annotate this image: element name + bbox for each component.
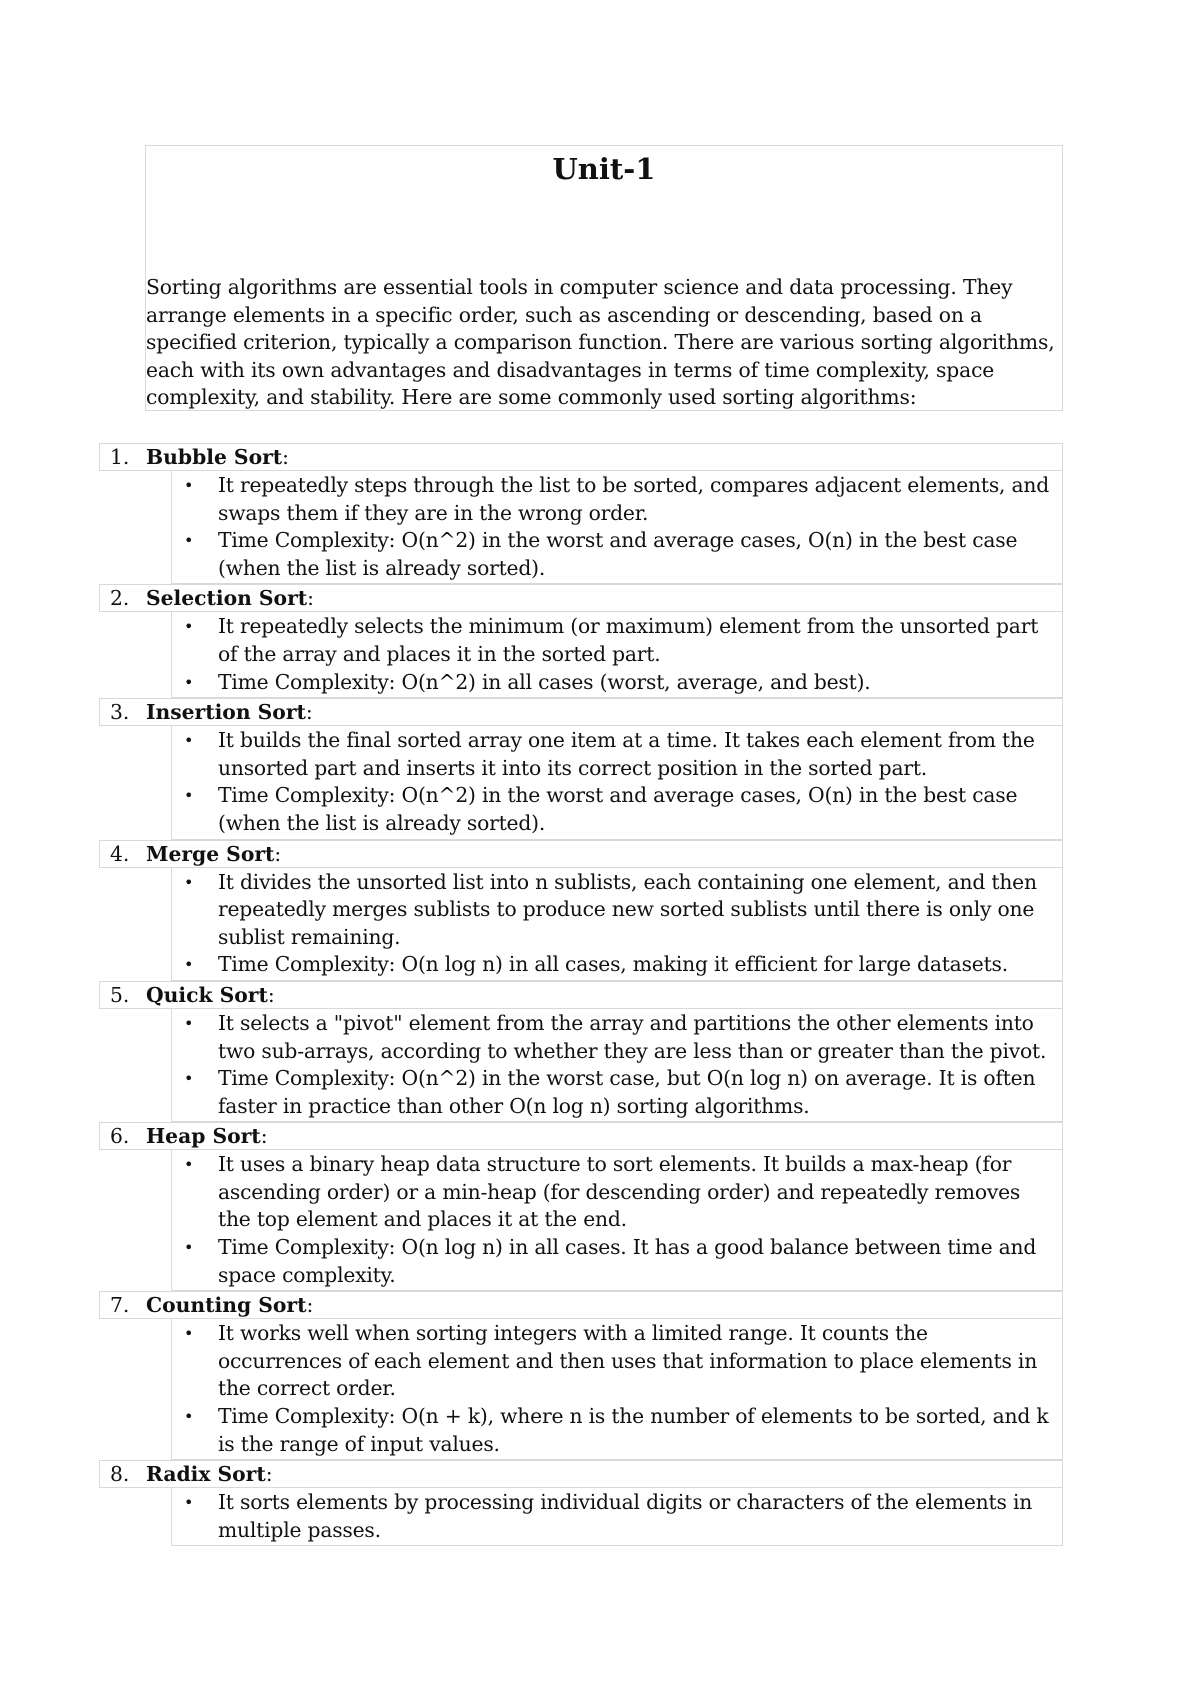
bullet-point bbox=[172, 1403, 1062, 1458]
bullet-text: Time Complexity: O(n log n) in all cases, making it efficient for large datasets. bbox=[218, 952, 1008, 977]
bullet-list bbox=[172, 613, 1062, 696]
sort-number: 6. bbox=[110, 1124, 130, 1149]
page-title: Unit-1 bbox=[552, 152, 656, 186]
sort-number: 1. bbox=[110, 445, 130, 469]
sort-section bbox=[99, 840, 1063, 981]
bullet-list bbox=[172, 1320, 1062, 1458]
bullet-text: It sorts elements by processing individual digits or characters of the elements in multiple passes. bbox=[218, 1490, 1033, 1542]
bullet-point bbox=[172, 669, 1062, 697]
bullet-dot-icon: • bbox=[184, 1069, 194, 1089]
sorting-algorithm-list bbox=[99, 443, 1063, 1546]
bullet-text: It selects a "pivot" element from the array and partitions the other elements into two sub-arrays, according to whether they are less than or greater than the pivot. bbox=[218, 1010, 1047, 1063]
header-box bbox=[145, 145, 1063, 411]
bullet-point bbox=[172, 1234, 1062, 1289]
bullet-point bbox=[172, 1010, 1062, 1065]
sort-name-line bbox=[146, 1461, 273, 1487]
bullet-point bbox=[172, 1065, 1062, 1120]
sort-number: 5. bbox=[110, 982, 130, 1007]
sort-details bbox=[171, 868, 1063, 981]
bullet-text: Time Complexity: O(n^2) in all cases (worst, average, and best). bbox=[218, 669, 871, 694]
sort-name: Selection Sort bbox=[146, 586, 308, 611]
bullet-list bbox=[172, 1010, 1062, 1120]
bullet-dot-icon: • bbox=[184, 672, 194, 692]
bullet-point bbox=[172, 1320, 1062, 1403]
bullet-list bbox=[172, 1489, 1062, 1544]
bullet-point bbox=[172, 613, 1062, 668]
bullet-dot-icon: • bbox=[184, 1493, 194, 1513]
sort-name-colon: : bbox=[265, 1462, 273, 1487]
sort-details bbox=[171, 1150, 1063, 1291]
bullet-dot-icon: • bbox=[184, 476, 194, 495]
bullet-point bbox=[172, 472, 1062, 527]
sort-name-colon: : bbox=[274, 841, 282, 866]
sort-name-line bbox=[146, 699, 313, 725]
bullet-text: Time Complexity: O(n^2) in the worst and average cases, O(n) in the best case (when the list is already sorted). bbox=[218, 783, 1018, 835]
bullet-text: It divides the unsorted list into n sublists, each containing one element, and then repeatedly merges sublists to produce new sorted sublists until there is only one sublist remaining. bbox=[218, 869, 1037, 949]
sort-name: Insertion Sort bbox=[146, 700, 306, 725]
sort-details bbox=[171, 612, 1063, 698]
intro-paragraph: Sorting algorithms are essential tools in computer science and data processing. They arrange elements in a specific order, such as ascending or descending, based on a specified criterion, typically a comparison function. There are various sorting algorithms, each with its own advantages and disadvantages in terms of time complexity, space complexity, and stability. Here are some commonly used sorting algorithms: bbox=[146, 275, 1055, 410]
sort-details bbox=[171, 1488, 1063, 1546]
sort-details bbox=[171, 1319, 1063, 1460]
sort-name-colon: : bbox=[305, 700, 313, 725]
sort-name: Bubble Sort bbox=[146, 445, 283, 469]
sort-section bbox=[99, 698, 1063, 839]
bullet-text: Time Complexity: O(n^2) in the worst and average cases, O(n) in the best case (when the list is already sorted). bbox=[218, 528, 1018, 580]
bullet-point bbox=[172, 869, 1062, 952]
sort-name-colon: : bbox=[282, 445, 289, 469]
bullet-point bbox=[172, 1489, 1062, 1544]
sort-name-line bbox=[146, 982, 275, 1008]
bullet-dot-icon: • bbox=[184, 1013, 194, 1033]
sort-heading bbox=[99, 981, 1063, 1009]
bullet-text: It uses a binary heap data structure to sort elements. It builds a max-heap (for ascending order) or a min-heap (for descending order) and repeatedly removes the top element and places it at the end. bbox=[218, 1152, 1021, 1232]
sort-heading bbox=[99, 443, 1063, 471]
sort-name-colon: : bbox=[267, 982, 275, 1007]
bullet-text: It repeatedly selects the minimum (or maximum) element from the unsorted part of the array and places it in the sorted part. bbox=[218, 614, 1039, 666]
bullet-dot-icon: • bbox=[184, 531, 194, 551]
bullet-text: Time Complexity: O(n^2) in the worst case, but O(n log n) on average. It is often faster in practice than other O(n log n) sorting algorithms. bbox=[218, 1066, 1036, 1118]
sort-name-line bbox=[146, 1123, 268, 1149]
sort-name-colon: : bbox=[307, 586, 314, 611]
bullet-dot-icon: • bbox=[184, 1238, 194, 1258]
sort-heading bbox=[99, 840, 1063, 868]
sort-section bbox=[99, 1122, 1063, 1291]
sort-name: Heap Sort bbox=[146, 1124, 261, 1149]
bullet-text: It builds the final sorted array one item at a time. It takes each element from the unsorted part and inserts it into its correct position in the sorted part. bbox=[218, 728, 1035, 780]
sort-details bbox=[171, 471, 1063, 584]
sort-section bbox=[99, 981, 1063, 1122]
sort-details bbox=[171, 1009, 1063, 1122]
sort-number: 3. bbox=[110, 700, 130, 725]
sort-name-colon: : bbox=[260, 1124, 268, 1149]
bullet-list bbox=[172, 869, 1062, 979]
bullet-dot-icon: • bbox=[184, 731, 194, 751]
sort-name-colon: : bbox=[306, 1293, 314, 1318]
sort-name: Merge Sort bbox=[146, 841, 275, 866]
sort-name-line bbox=[146, 841, 281, 867]
sort-section bbox=[99, 1460, 1063, 1546]
bullet-list bbox=[172, 472, 1062, 582]
bullet-dot-icon: • bbox=[184, 955, 194, 975]
bullet-point bbox=[172, 1151, 1062, 1234]
sort-number: 7. bbox=[110, 1293, 130, 1318]
sort-number: 2. bbox=[110, 586, 130, 611]
bullet-list bbox=[172, 1151, 1062, 1289]
sort-name: Radix Sort bbox=[146, 1462, 266, 1487]
sort-section bbox=[99, 443, 1063, 584]
sort-heading bbox=[99, 698, 1063, 726]
bullet-text: Time Complexity: O(n + k), where n is the number of elements to be sorted, and k is the range of input values. bbox=[218, 1404, 1049, 1456]
bullet-dot-icon: • bbox=[184, 617, 194, 637]
bullet-point bbox=[172, 727, 1062, 782]
bullet-text: It repeatedly steps through the list to be sorted, compares adjacent elements, and swaps them if they are in the wrong order. bbox=[218, 473, 1050, 525]
sort-heading bbox=[99, 1291, 1063, 1319]
sort-heading bbox=[99, 584, 1063, 612]
sort-details bbox=[171, 726, 1063, 839]
bullet-dot-icon: • bbox=[184, 1155, 194, 1175]
bullet-dot-icon: • bbox=[184, 1407, 194, 1427]
sort-name-line bbox=[146, 1292, 313, 1318]
sort-heading bbox=[99, 1122, 1063, 1150]
sort-name-line bbox=[146, 585, 314, 611]
sort-section bbox=[99, 584, 1063, 698]
sort-name: Counting Sort bbox=[146, 1293, 307, 1318]
sort-number: 4. bbox=[110, 841, 130, 866]
bullet-point bbox=[172, 782, 1062, 837]
bullet-list bbox=[172, 727, 1062, 837]
bullet-dot-icon: • bbox=[184, 786, 194, 806]
bullet-point bbox=[172, 951, 1062, 979]
bullet-dot-icon: • bbox=[184, 872, 194, 892]
bullet-text: It works well when sorting integers with a limited range. It counts the occurrences of each element and then uses that information to place elements in the correct order. bbox=[218, 1321, 1038, 1401]
sort-name-line bbox=[146, 444, 289, 470]
bullet-dot-icon: • bbox=[184, 1324, 194, 1344]
sort-section bbox=[99, 1291, 1063, 1460]
sort-name: Quick Sort bbox=[146, 982, 268, 1007]
sort-heading bbox=[99, 1460, 1063, 1488]
bullet-point bbox=[172, 527, 1062, 582]
sort-number: 8. bbox=[110, 1462, 130, 1487]
bullet-text: Time Complexity: O(n log n) in all cases. It has a good balance between time and space complexity. bbox=[218, 1235, 1037, 1287]
